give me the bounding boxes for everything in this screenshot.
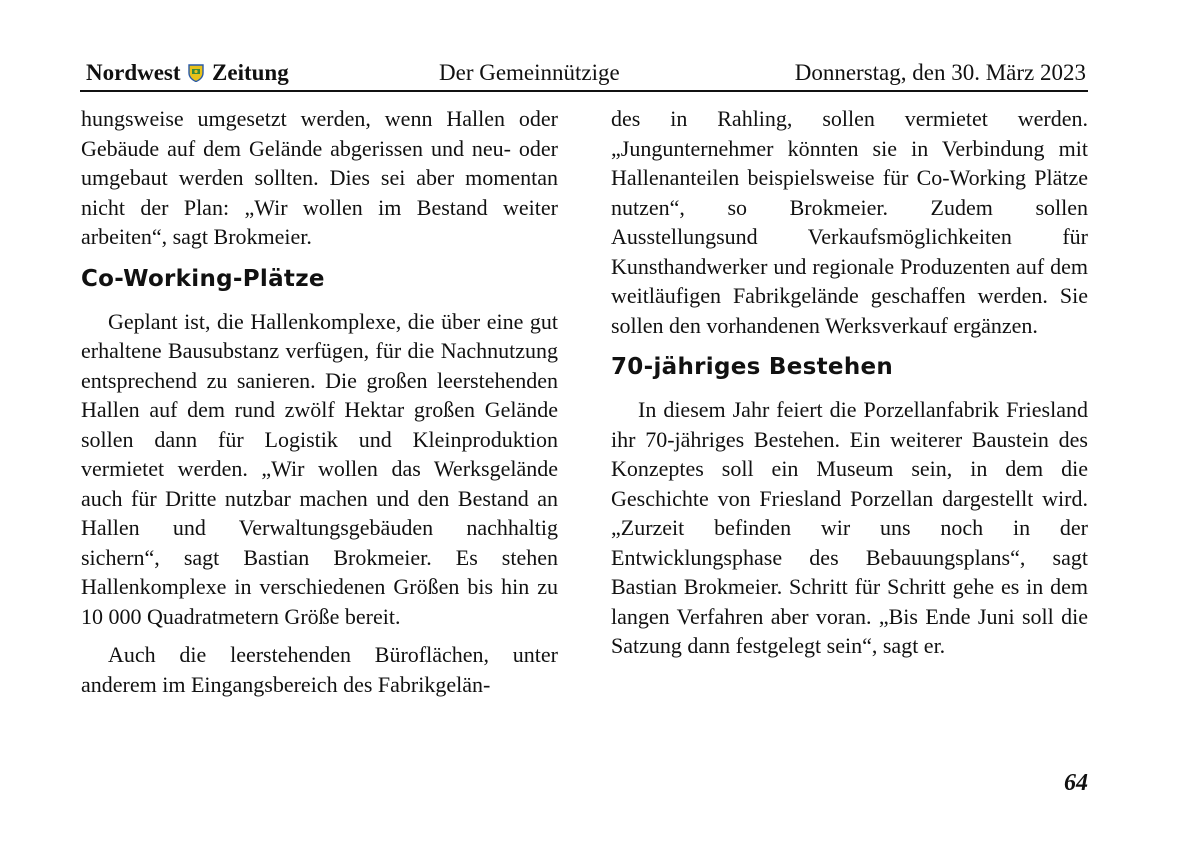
coat-of-arms-icon — [188, 64, 204, 82]
subheading-co-working: Co-Working-Plätze — [81, 265, 325, 292]
newspaper-brand — [86, 58, 289, 88]
right-column — [611, 104, 1088, 661]
header-divider — [80, 90, 1088, 92]
issue-date: Donnerstag, den 30. März 2023 — [794, 60, 1086, 85]
article-paragraph: Geplant ist, die Hallenkomplexe, die über eine gut erhaltene Bausubstanz verfügen, für die Nachnutzung entsprechend zu sanieren. Die großen leerstehenden Hallen auf dem rund zwölf Hektar großen Gelände sollen dann für Logistik und Kleinproduktion vermietet werden. „Wir wollen das Werksgelände auch für Dritte nutzbar machen und den Bestand an Hallen und Verwaltungsgebäuden nachhaltig sichern“, sagt Bastian Brokmeier. Es stehen Hallenkomplexe in verschiedenen Größen bis hin zu 10 000 Quadratmetern Größe bereit. — [81, 308, 558, 629]
article-paragraph: Auch die leerstehenden Büroflächen, unter anderem im Eingangsbereich des Fabrikgelän- — [81, 642, 558, 697]
article-paragraph: In diesem Jahr feiert die Porzellanfabrik Friesland ihr 70-jähriges Bestehen. Ein weiterer Baustein des Konzeptes soll ein Museum sein, in dem die Geschichte von Friesland Porzellan dargestellt wird. „Zurzeit befinden wir uns noch in der Entwicklungsphase des Bebauungsplans“, sagt Bastian Brokmeier. Schritt für Schritt gehe es in dem langen Verfahren aber voran. „Bis Ende Juni soll die Satzung dann festgelegt sein“, sagt er. — [611, 397, 1088, 658]
brand-name-right: Zeitung — [212, 60, 289, 85]
article-paragraph: hungsweise umgesetzt werden, wenn Hallen oder Gebäude auf dem Gelände abgerissen und neu- oder umgebaut werden sollten. Dies sei aber momentan nicht der Plan: „Wir wollen im Bestand weiter arbeiten“, sagt Brokmeier. — [81, 106, 558, 249]
left-column — [81, 104, 558, 699]
page-header — [86, 58, 1086, 88]
section-title: Der Gemeinnützige — [439, 60, 620, 85]
article-paragraph: des in Rahling, sollen vermietet werden. „Jungunternehmer könnten sie in Verbindung mit Hallenanteilen beispielsweise für Co-Working Plätze nutzen“, so Brokmeier. Zudem sollen Ausstellungsund Verkaufsmöglichkeiten für Kunsthandwerker und regionale Produzenten auf dem weitläufigen Fabrikgelände geschaffen werden. Sie sollen den vorhandenen Werksverkauf ergänzen. — [611, 106, 1088, 338]
subheading-anniversary: 70-jähriges Bestehen — [611, 354, 894, 380]
page-number: 64 — [1064, 770, 1088, 796]
brand-name-left: Nordwest — [86, 60, 181, 85]
